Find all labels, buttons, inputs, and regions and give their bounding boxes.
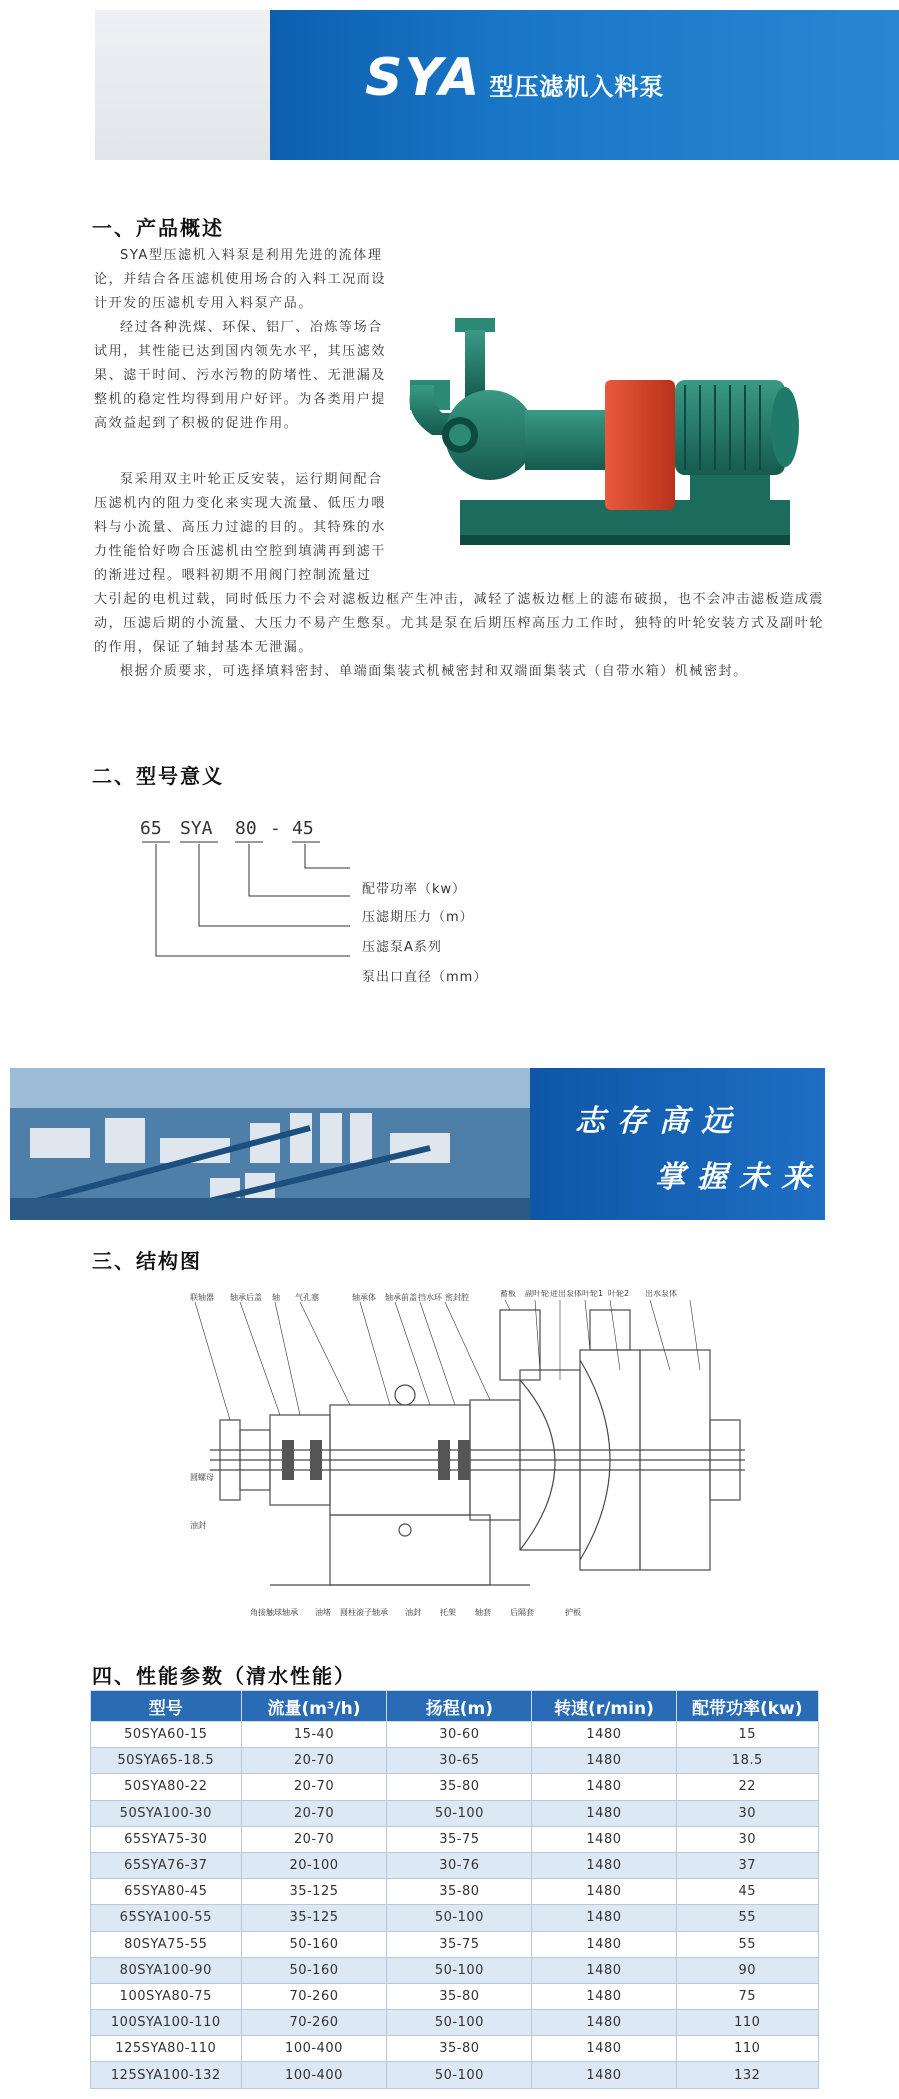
cell-model: 50SYA100-30 [91, 1800, 242, 1826]
cell-speed: 1480 [532, 1748, 676, 1774]
cell-head: 30-65 [387, 1748, 532, 1774]
table-row [91, 1905, 819, 1931]
para-3-line: 的渐进过程。喂料初期不用阀门控制流量过 [94, 568, 372, 583]
para-3-line: 大引起的电机过载，同时低压力不会对滤板边框产生冲击，减轻了滤板边框上的滤布破损，也不会冲击滤板造成震 [94, 592, 825, 607]
cell-model: 65SYA75-30 [91, 1826, 242, 1852]
cell-model: 125SYA100-132 [91, 2062, 242, 2088]
table-row [91, 2062, 819, 2088]
cell-head: 50-100 [387, 2010, 532, 2036]
cell-power: 90 [676, 1957, 818, 1983]
label-coupling: 联轴器 [190, 1293, 214, 1302]
model-label-pressure: 压滤期压力（m） [362, 910, 474, 925]
label-rear-sleeve: 后隔套 [510, 1608, 534, 1617]
cell-speed: 1480 [532, 1905, 676, 1931]
cell-model: 65SYA80-45 [91, 1879, 242, 1905]
section1-text-top [94, 244, 392, 436]
section2-title: 二、型号意义 [92, 764, 224, 788]
cell-speed: 1480 [532, 1983, 676, 2009]
label-cover-plate: 蓄板 [500, 1290, 516, 1298]
para-3-line: 的作用，保证了轴封基本无泄漏。 [94, 640, 314, 655]
cell-power: 37 [676, 1852, 818, 1878]
label-vent-plug: 气孔塞 [295, 1293, 319, 1302]
label-oil-plug: 油堵 [315, 1608, 331, 1617]
cell-speed: 1480 [532, 2062, 676, 2088]
label-impeller-1: 叶轮1 [582, 1290, 604, 1298]
cell-model: 125SYA80-110 [91, 2036, 242, 2062]
model-code-dash: - [270, 818, 281, 839]
para-3-line: 料与小流量、高压力过滤的目的。其特殊的水 [94, 520, 387, 535]
label-bearing-body: 轴承体 [352, 1293, 376, 1302]
cell-speed: 1480 [532, 1722, 676, 1748]
page-title [365, 48, 664, 108]
table-row [91, 1774, 819, 1800]
col-head: 扬程(m) [387, 1691, 532, 1722]
cell-head: 35-80 [387, 1774, 532, 1800]
label-shaft: 轴 [272, 1293, 280, 1302]
para-1: SYA型压滤机入料泵是利用先进的流体理论，并结合各压滤机使用场合的入料工况而设计开发的压滤机专用入料泵产品。 [94, 248, 387, 311]
cell-model: 50SYA60-15 [91, 1722, 242, 1748]
cell-model: 50SYA65-18.5 [91, 1748, 242, 1774]
cell-head: 50-100 [387, 1905, 532, 1931]
label-angular-bearing: 角接触球轴承 [250, 1608, 298, 1617]
cell-power: 75 [676, 1983, 818, 2009]
cell-flow: 20-70 [241, 1826, 387, 1852]
title-code: SYA [365, 48, 482, 108]
label-seal-chamber: 密封腔 [445, 1293, 469, 1302]
cell-flow: 15-40 [241, 1722, 387, 1748]
cell-speed: 1480 [532, 1774, 676, 1800]
table-row [91, 1879, 819, 1905]
header-left-panel [95, 10, 270, 160]
cell-head: 35-75 [387, 1826, 532, 1852]
cell-head: 30-76 [387, 1852, 532, 1878]
table-header-row [91, 1691, 819, 1722]
model-code-sya: SYA [180, 818, 213, 839]
label-roller-bearing: 圆柱滚子轴承 [340, 1608, 388, 1617]
label-inlet-casing: 进出泵体 [550, 1290, 582, 1298]
model-label-diameter: 泵出口直径（mm） [362, 970, 488, 985]
model-meaning-diagram [140, 820, 500, 980]
cell-model: 100SYA100-110 [91, 2010, 242, 2036]
cell-head: 50-100 [387, 2062, 532, 2088]
table-row [91, 2036, 819, 2062]
label-bracket: 托架 [440, 1608, 456, 1617]
cell-model: 65SYA76-37 [91, 1852, 242, 1878]
model-code-80: 80 [235, 818, 257, 839]
cell-flow: 100-400 [241, 2036, 387, 2062]
cell-flow: 70-260 [241, 1983, 387, 2009]
model-code-45: 45 [292, 818, 314, 839]
para-3-line: 力性能恰好吻合压滤机由空腔到填满再到滤干 [94, 544, 387, 559]
cell-power: 18.5 [676, 1748, 818, 1774]
table-row [91, 2010, 819, 2036]
cell-flow: 70-260 [241, 2010, 387, 2036]
cell-head: 50-100 [387, 1957, 532, 1983]
cell-power: 132 [676, 2062, 818, 2088]
cell-speed: 1480 [532, 2036, 676, 2062]
label-impeller-2: 叶轮2 [608, 1290, 630, 1298]
cell-power: 45 [676, 1879, 818, 1905]
table-row [91, 1852, 819, 1878]
col-flow: 流量(m³/h) [241, 1691, 387, 1722]
col-power: 配带功率(kw) [676, 1691, 818, 1722]
cell-power: 110 [676, 2010, 818, 2036]
label-oil-seal-left: 油封 [190, 1521, 206, 1530]
label-bearing-front-cover: 轴承前盖 [385, 1293, 417, 1302]
title-subtitle: 型压滤机入料泵 [489, 73, 665, 101]
label-bearing-rear-cover: 轴承后盖 [230, 1293, 262, 1302]
cell-head: 35-80 [387, 1983, 532, 2009]
table-row [91, 1800, 819, 1826]
slogan-line-2: 掌握未来 [655, 1160, 823, 1195]
performance-table [90, 1690, 819, 2089]
cell-head: 50-100 [387, 1800, 532, 1826]
coupling-guard [605, 380, 675, 510]
cell-flow: 35-125 [241, 1905, 387, 1931]
col-speed: 转速(r/min) [532, 1691, 676, 1722]
cell-flow: 50-160 [241, 1957, 387, 1983]
model-label-series: 压滤泵A系列 [362, 940, 442, 955]
cell-flow: 20-100 [241, 1852, 387, 1878]
cell-speed: 1480 [532, 1826, 676, 1852]
cell-speed: 1480 [532, 1957, 676, 1983]
cell-power: 22 [676, 1774, 818, 1800]
cell-model: 50SYA80-22 [91, 1774, 242, 1800]
table-row [91, 1748, 819, 1774]
col-model: 型号 [91, 1691, 242, 1722]
model-code-65: 65 [140, 818, 162, 839]
section4-title: 四、性能参数（清水性能） [92, 1664, 356, 1688]
cell-model: 80SYA75-55 [91, 1931, 242, 1957]
slogan-panel [530, 1068, 825, 1220]
slogan-banner [10, 1068, 825, 1220]
para-2: 经过各种洗煤、环保、铝厂、冶炼等场合试用，其性能已达到国内领先水平，其压滤效果、滤干时间、污水污物的防堵性、无泄漏及整机的稳定性均得到用户好评。为各类用户提高效益起到了积极的促进作用。 [94, 320, 387, 431]
model-label-power: 配带功率（kw） [362, 882, 467, 897]
para-3-line: 压滤机内的阻力变化来实现大流量、低压力喂 [94, 496, 387, 511]
cell-head: 35-80 [387, 2036, 532, 2062]
cell-head: 30-60 [387, 1722, 532, 1748]
section1-title: 一、产品概述 [92, 216, 224, 240]
para-4: 根据介质要求，可选择填料密封、单端面集装式机械密封和双端面集装式（自带水箱）机械密封。 [120, 664, 748, 679]
cell-power: 55 [676, 1905, 818, 1931]
label-outlet-casing: 出水泵体 [645, 1290, 677, 1298]
para-3-line: 泵采用双主叶轮正反安装，运行期间配合 [120, 472, 383, 487]
cell-head: 35-75 [387, 1931, 532, 1957]
label-oil-seal: 油封 [405, 1608, 421, 1617]
cell-flow: 20-70 [241, 1748, 387, 1774]
cell-power: 55 [676, 1931, 818, 1957]
table-row [91, 1983, 819, 2009]
slogan-line-1: 志存高远 [575, 1104, 743, 1139]
cell-power: 15 [676, 1722, 818, 1748]
label-guard-plate: 护板 [565, 1608, 581, 1617]
table-row [91, 1931, 819, 1957]
cell-flow: 100-400 [241, 2062, 387, 2088]
cell-model: 65SYA100-55 [91, 1905, 242, 1931]
cell-model: 80SYA100-90 [91, 1957, 242, 1983]
cell-flow: 35-125 [241, 1879, 387, 1905]
industrial-site-photo [10, 1068, 530, 1220]
cell-power: 30 [676, 1800, 818, 1826]
cell-power: 110 [676, 2036, 818, 2062]
cell-power: 30 [676, 1826, 818, 1852]
cell-speed: 1480 [532, 1800, 676, 1826]
para-3-line: 动，压滤后期的小流量、大压力不易产生憋泵。尤其是泵在后期压榨高压力工作时，独特的叶轮安装方式及副叶轮 [94, 616, 825, 631]
section3-title: 三、结构图 [92, 1249, 202, 1273]
label-shaft-sleeve: 轴套 [475, 1608, 491, 1617]
cell-flow: 20-70 [241, 1774, 387, 1800]
label-aux-impeller: 副叶轮 [525, 1290, 549, 1298]
cell-head: 35-80 [387, 1879, 532, 1905]
cell-speed: 1480 [532, 1879, 676, 1905]
cell-flow: 50-160 [241, 1931, 387, 1957]
cell-speed: 1480 [532, 1852, 676, 1878]
label-water-ring: 挡水环 [418, 1293, 442, 1302]
table-row [91, 1957, 819, 1983]
table-row [91, 1826, 819, 1852]
pump-illustration [400, 310, 820, 570]
cell-model: 100SYA80-75 [91, 1983, 242, 2009]
table-row [91, 1722, 819, 1748]
cell-flow: 20-70 [241, 1800, 387, 1826]
cell-speed: 1480 [532, 1931, 676, 1957]
label-round-nut: 圆螺母 [190, 1473, 214, 1482]
cell-speed: 1480 [532, 2010, 676, 2036]
structure-diagram [190, 1290, 750, 1640]
